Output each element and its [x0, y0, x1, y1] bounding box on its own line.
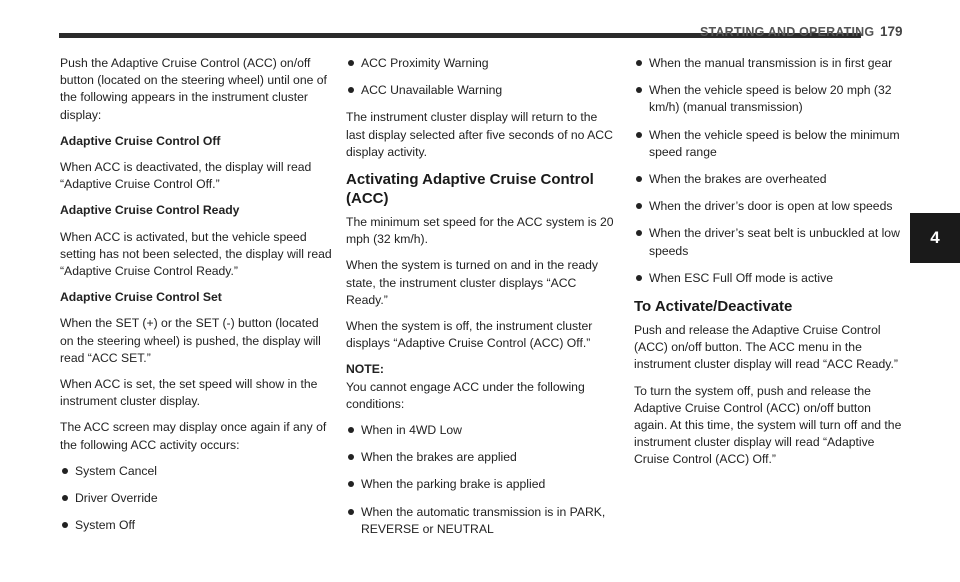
bullet-icon — [636, 275, 642, 281]
acc-set-paragraph: When the SET (+) or the SET (-) button (located on the steering wheel) is pushed, the display will read “ACC SET.” — [60, 316, 321, 365]
list-item: When in 4WD Low — [346, 422, 618, 439]
acc-activity-list — [60, 463, 332, 535]
bullet-icon — [636, 230, 642, 236]
list-item: When the vehicle speed is below the minimum speed range — [634, 127, 906, 161]
bullet-icon — [62, 522, 68, 528]
bullet-icon — [636, 132, 642, 138]
column-3 — [634, 55, 906, 478]
engage-conditions-list — [346, 422, 618, 538]
min-speed-paragraph: The minimum set speed for the ACC system is 20 mph (32 km/h). — [346, 215, 614, 247]
list-item: When the vehicle speed is below 20 mph (32 km/h) (manual transmission) — [634, 82, 906, 116]
list-item: ACC Proximity Warning — [346, 55, 618, 72]
chapter-tab — [910, 213, 960, 263]
bullet-icon — [636, 60, 642, 66]
list-item: When the brakes are applied — [346, 449, 618, 466]
list-item: When the driver’s door is open at low speeds — [634, 198, 906, 215]
column-2 — [346, 55, 618, 548]
column-1 — [60, 55, 332, 544]
acc-ready-paragraph: When ACC is activated, but the vehicle speed setting has not been selected, the display will read “Adaptive Cruise Control Ready.” — [60, 229, 332, 279]
acc-warning-list — [346, 55, 618, 99]
return-display-paragraph: The instrument cluster display will return to the last display selected after five seconds of no ACC display activity. — [346, 110, 613, 159]
bullet-icon — [348, 481, 354, 487]
bullet-icon — [62, 495, 68, 501]
bullet-icon — [348, 509, 354, 515]
note-paragraph: You cannot engage ACC under the following conditions: — [346, 379, 585, 411]
list-item: ACC Unavailable Warning — [346, 82, 618, 99]
acc-ready-heading: Adaptive Cruise Control Ready — [60, 203, 240, 218]
section-title: STARTING AND OPERATING — [700, 25, 875, 39]
list-item: Driver Override — [60, 490, 332, 507]
page-number: 179 — [880, 24, 903, 39]
list-item: When the brakes are overheated — [634, 171, 906, 188]
bullet-icon — [636, 87, 642, 93]
activate-paragraph: Push and release the Adaptive Cruise Control (ACC) on/off button. The ACC menu in the instrument cluster display will read “ACC Ready.” — [634, 323, 898, 372]
intro-paragraph: Push the Adaptive Cruise Control (ACC) on/off button (located on the steering wheel) until one of the following appears in the instrument cluster display: — [60, 56, 327, 122]
list-item: When the parking brake is applied — [346, 476, 618, 493]
list-item: When the manual transmission is in first gear — [634, 55, 906, 72]
bullet-icon — [348, 427, 354, 433]
list-item: System Off — [60, 517, 332, 534]
bullet-icon — [636, 203, 642, 209]
bullet-icon — [348, 87, 354, 93]
chapter-number: 4 — [930, 228, 940, 247]
engage-conditions-list-continued — [634, 55, 906, 287]
acc-screen-paragraph: The ACC screen may display once again if any of the following ACC activity occurs: — [60, 420, 327, 452]
note-label: NOTE: — [346, 362, 384, 377]
list-item: System Cancel — [60, 463, 332, 480]
list-item: When the automatic transmission is in PARK, REVERSE or NEUTRAL — [346, 504, 618, 538]
acc-set-heading: Adaptive Cruise Control Set — [60, 290, 222, 305]
bullet-icon — [348, 60, 354, 66]
bullet-icon — [62, 468, 68, 474]
deactivate-paragraph: To turn the system off, push and release the Adaptive Cruise Control (ACC) on/off button again. At this time, the system will turn off and the instrument cluster display will read “Adaptive Cruise Control (ACC) Off.” — [634, 383, 902, 467]
bullet-icon — [348, 454, 354, 460]
acc-off-heading: Adaptive Cruise Control Off — [60, 133, 221, 148]
system-on-paragraph: When the system is turned on and in the ready state, the instrument cluster displays “ACC Ready.” — [346, 258, 599, 307]
list-item: When ESC Full Off mode is active — [634, 270, 906, 287]
set-speed-paragraph: When ACC is set, the set speed will show in the instrument cluster display. — [60, 377, 318, 409]
bullet-icon — [636, 176, 642, 182]
activating-acc-heading: Activating Adaptive Cruise Control (ACC) — [346, 171, 594, 208]
activate-deactivate-heading: To Activate/Deactivate — [634, 298, 793, 316]
acc-off-paragraph: When ACC is deactivated, the display will read “Adaptive Cruise Control Off.” — [60, 160, 312, 192]
list-item: When the driver’s seat belt is unbuckled at low speeds — [634, 225, 906, 259]
system-off-paragraph: When the system is off, the instrument cluster displays “Adaptive Cruise Control (ACC) Off.” — [346, 319, 593, 351]
